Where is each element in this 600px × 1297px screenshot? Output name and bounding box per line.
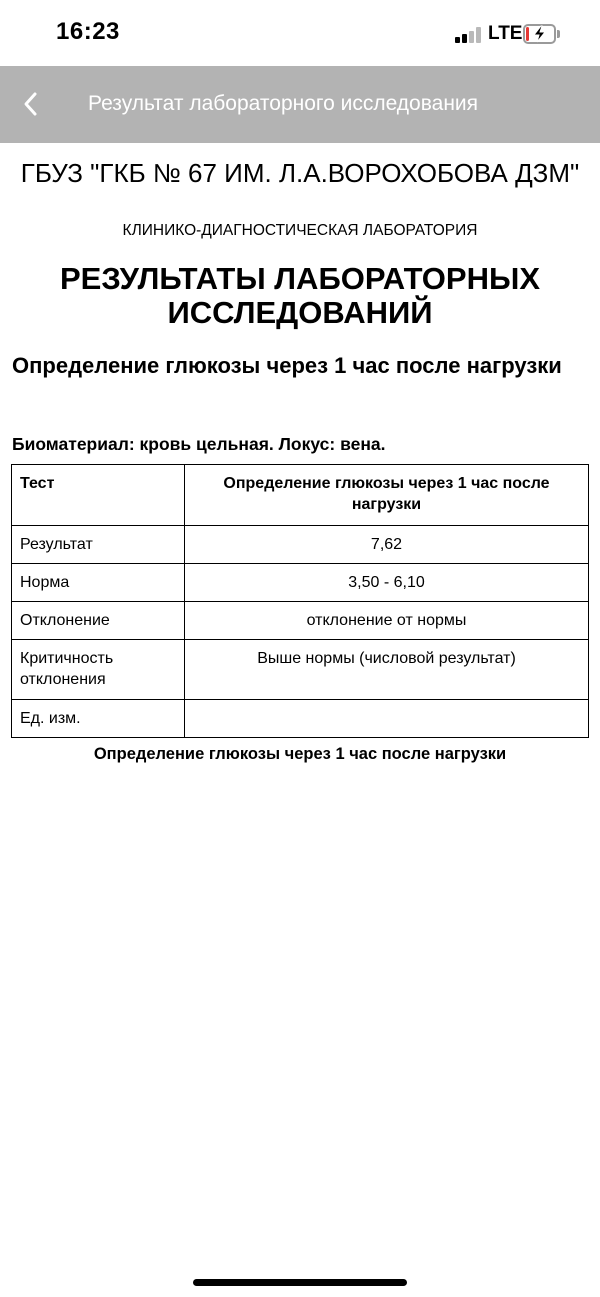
battery-level xyxy=(526,27,529,41)
footer-caption: Определение глюкозы через 1 час после нагрузки xyxy=(93,745,507,763)
table-row-result xyxy=(12,526,589,564)
row-label: Норма xyxy=(12,564,185,602)
charging-bolt-icon xyxy=(530,25,550,43)
network-type: LTE xyxy=(488,23,523,44)
table-row-criticality xyxy=(12,640,589,700)
table-row-norm xyxy=(12,564,589,602)
test-heading: Определение глюкозы через 1 час после нагрузки xyxy=(12,353,562,378)
document-title: РЕЗУЛЬТАТЫ ЛАБОРАТОРНЫХ ИССЛЕДОВАНИЙ xyxy=(59,261,540,330)
table-header-test-name: Определение глюкозы через 1 час после нагрузки xyxy=(185,465,589,526)
norm-value: 3,50 - 6,10 xyxy=(185,564,589,602)
status-bar xyxy=(0,0,600,66)
nav-header xyxy=(0,66,600,143)
status-time: 16:23 xyxy=(56,18,120,45)
chevron-left-icon xyxy=(21,91,39,117)
row-label: Ед. изм. xyxy=(12,700,185,738)
table-header-row xyxy=(12,465,589,526)
cellular-signal-icon xyxy=(455,27,483,43)
biomaterial-info: Биоматериал: кровь цельная. Локус: вена. xyxy=(12,434,386,454)
units-value xyxy=(185,700,589,738)
table-row-deviation xyxy=(12,602,589,640)
row-label: Результат xyxy=(12,526,185,564)
criticality-value: Выше нормы (числовой результат) xyxy=(185,640,589,700)
nav-title: Результат лабораторного исследования xyxy=(88,92,479,115)
organization-name: ГБУЗ "ГКБ № 67 ИМ. Л.А.ВОРОХОБОВА ДЗМ" xyxy=(20,158,580,188)
battery-icon xyxy=(523,24,559,44)
results-table xyxy=(11,464,589,738)
laboratory-name: КЛИНИКО-ДИАГНОСТИЧЕСКАЯ ЛАБОРАТОРИЯ xyxy=(122,222,478,239)
result-value: 7,62 xyxy=(185,526,589,564)
table-header-test: Тест xyxy=(12,465,185,526)
row-label: Отклонение xyxy=(12,602,185,640)
home-indicator[interactable] xyxy=(193,1279,407,1286)
table-row-units xyxy=(12,700,589,738)
deviation-value: отклонение от нормы xyxy=(185,602,589,640)
row-label: Критичность отклонения xyxy=(12,640,185,700)
back-button[interactable] xyxy=(10,82,50,126)
